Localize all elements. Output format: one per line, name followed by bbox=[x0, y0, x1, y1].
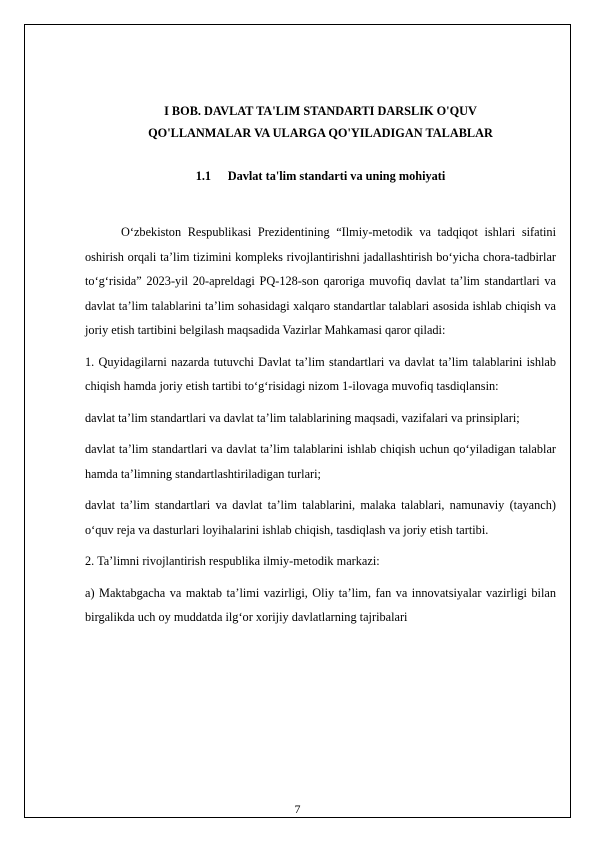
chapter-title bbox=[85, 100, 556, 144]
section-title bbox=[85, 168, 556, 184]
section-title-text: Davlat ta'lim standarti va uning mohiyati bbox=[227, 169, 446, 183]
chapter-title-line-1: I BOB. DAVLAT TA'LIM STANDARTI DARSLIK O'QUV bbox=[164, 104, 477, 118]
paragraph-intro: O‘zbekiston Respublikasi Prezidentining “Ilmiy-metodik va tadqiqot ishlari sifatini oshirish orqali ta’lim tizimini kompleks rivojlantirishni jadallashtirish bo‘yicha chora-tadbirlar to‘g‘risida” 2023-yil 20-apreldagi PQ-128-son qaroriga muvofiq davlat ta’lim standartlari va davlat ta’lim talablarini ta’lim sohasidagi xalqaro standartlar talablari asosida ishlab chiqish va joriy etish tartibini belgilash maqsadida Vazirlar Mahkamasi qaror qiladi: bbox=[85, 225, 556, 337]
paragraph-list-item: davlat ta’lim standartlari va davlat ta’lim talablarining maqsadi, vazifalari va prinsiplari; bbox=[85, 410, 520, 425]
paragraph-item-2: 2. Ta’limni rivojlantirish respublika ilmiy-metodik markazi: bbox=[85, 554, 380, 568]
page-number: 7 bbox=[294, 802, 301, 816]
paragraphs bbox=[85, 220, 556, 630]
document-body bbox=[85, 100, 556, 630]
paragraph-list-item: davlat ta’lim standartlari va davlat ta’lim talablarini, malaka talablari, namunaviy (tayanch) o‘quv reja va dasturlari loyihalarini ishlab chiqish, tasdiqlash va joriy etish tartibi. bbox=[85, 498, 556, 537]
paragraph-list-item: davlat ta’lim standartlari va davlat ta’lim talablarini ishlab chiqish uchun qo‘yiladigan talablar hamda ta’limning standartlashtiriladigan turlari; bbox=[85, 442, 556, 481]
chapter-title-line-2: QO'LLANMALAR VA ULARGA QO'YILADIGAN TALABLAR bbox=[148, 126, 493, 140]
paragraph-item-1: 1. Quyidagilarni nazarda tutuvchi Davlat ta’lim standartlari va davlat ta’lim talablarini ishlab chiqish hamda joriy etish tartibi to‘g‘risidagi nizom 1-ilovaga muvofiq tasdiqlansin: bbox=[85, 354, 556, 393]
paragraph-item-2a: a) Maktabgacha va maktab ta’limi vazirligi, Oliy ta’lim, fan va innovatsiyalar vazirligi bilan birgalikda uch oy muddatda ilg‘or xorijiy davlatlarning tajribalari bbox=[85, 585, 556, 624]
section-number: 1.1 bbox=[195, 169, 212, 183]
